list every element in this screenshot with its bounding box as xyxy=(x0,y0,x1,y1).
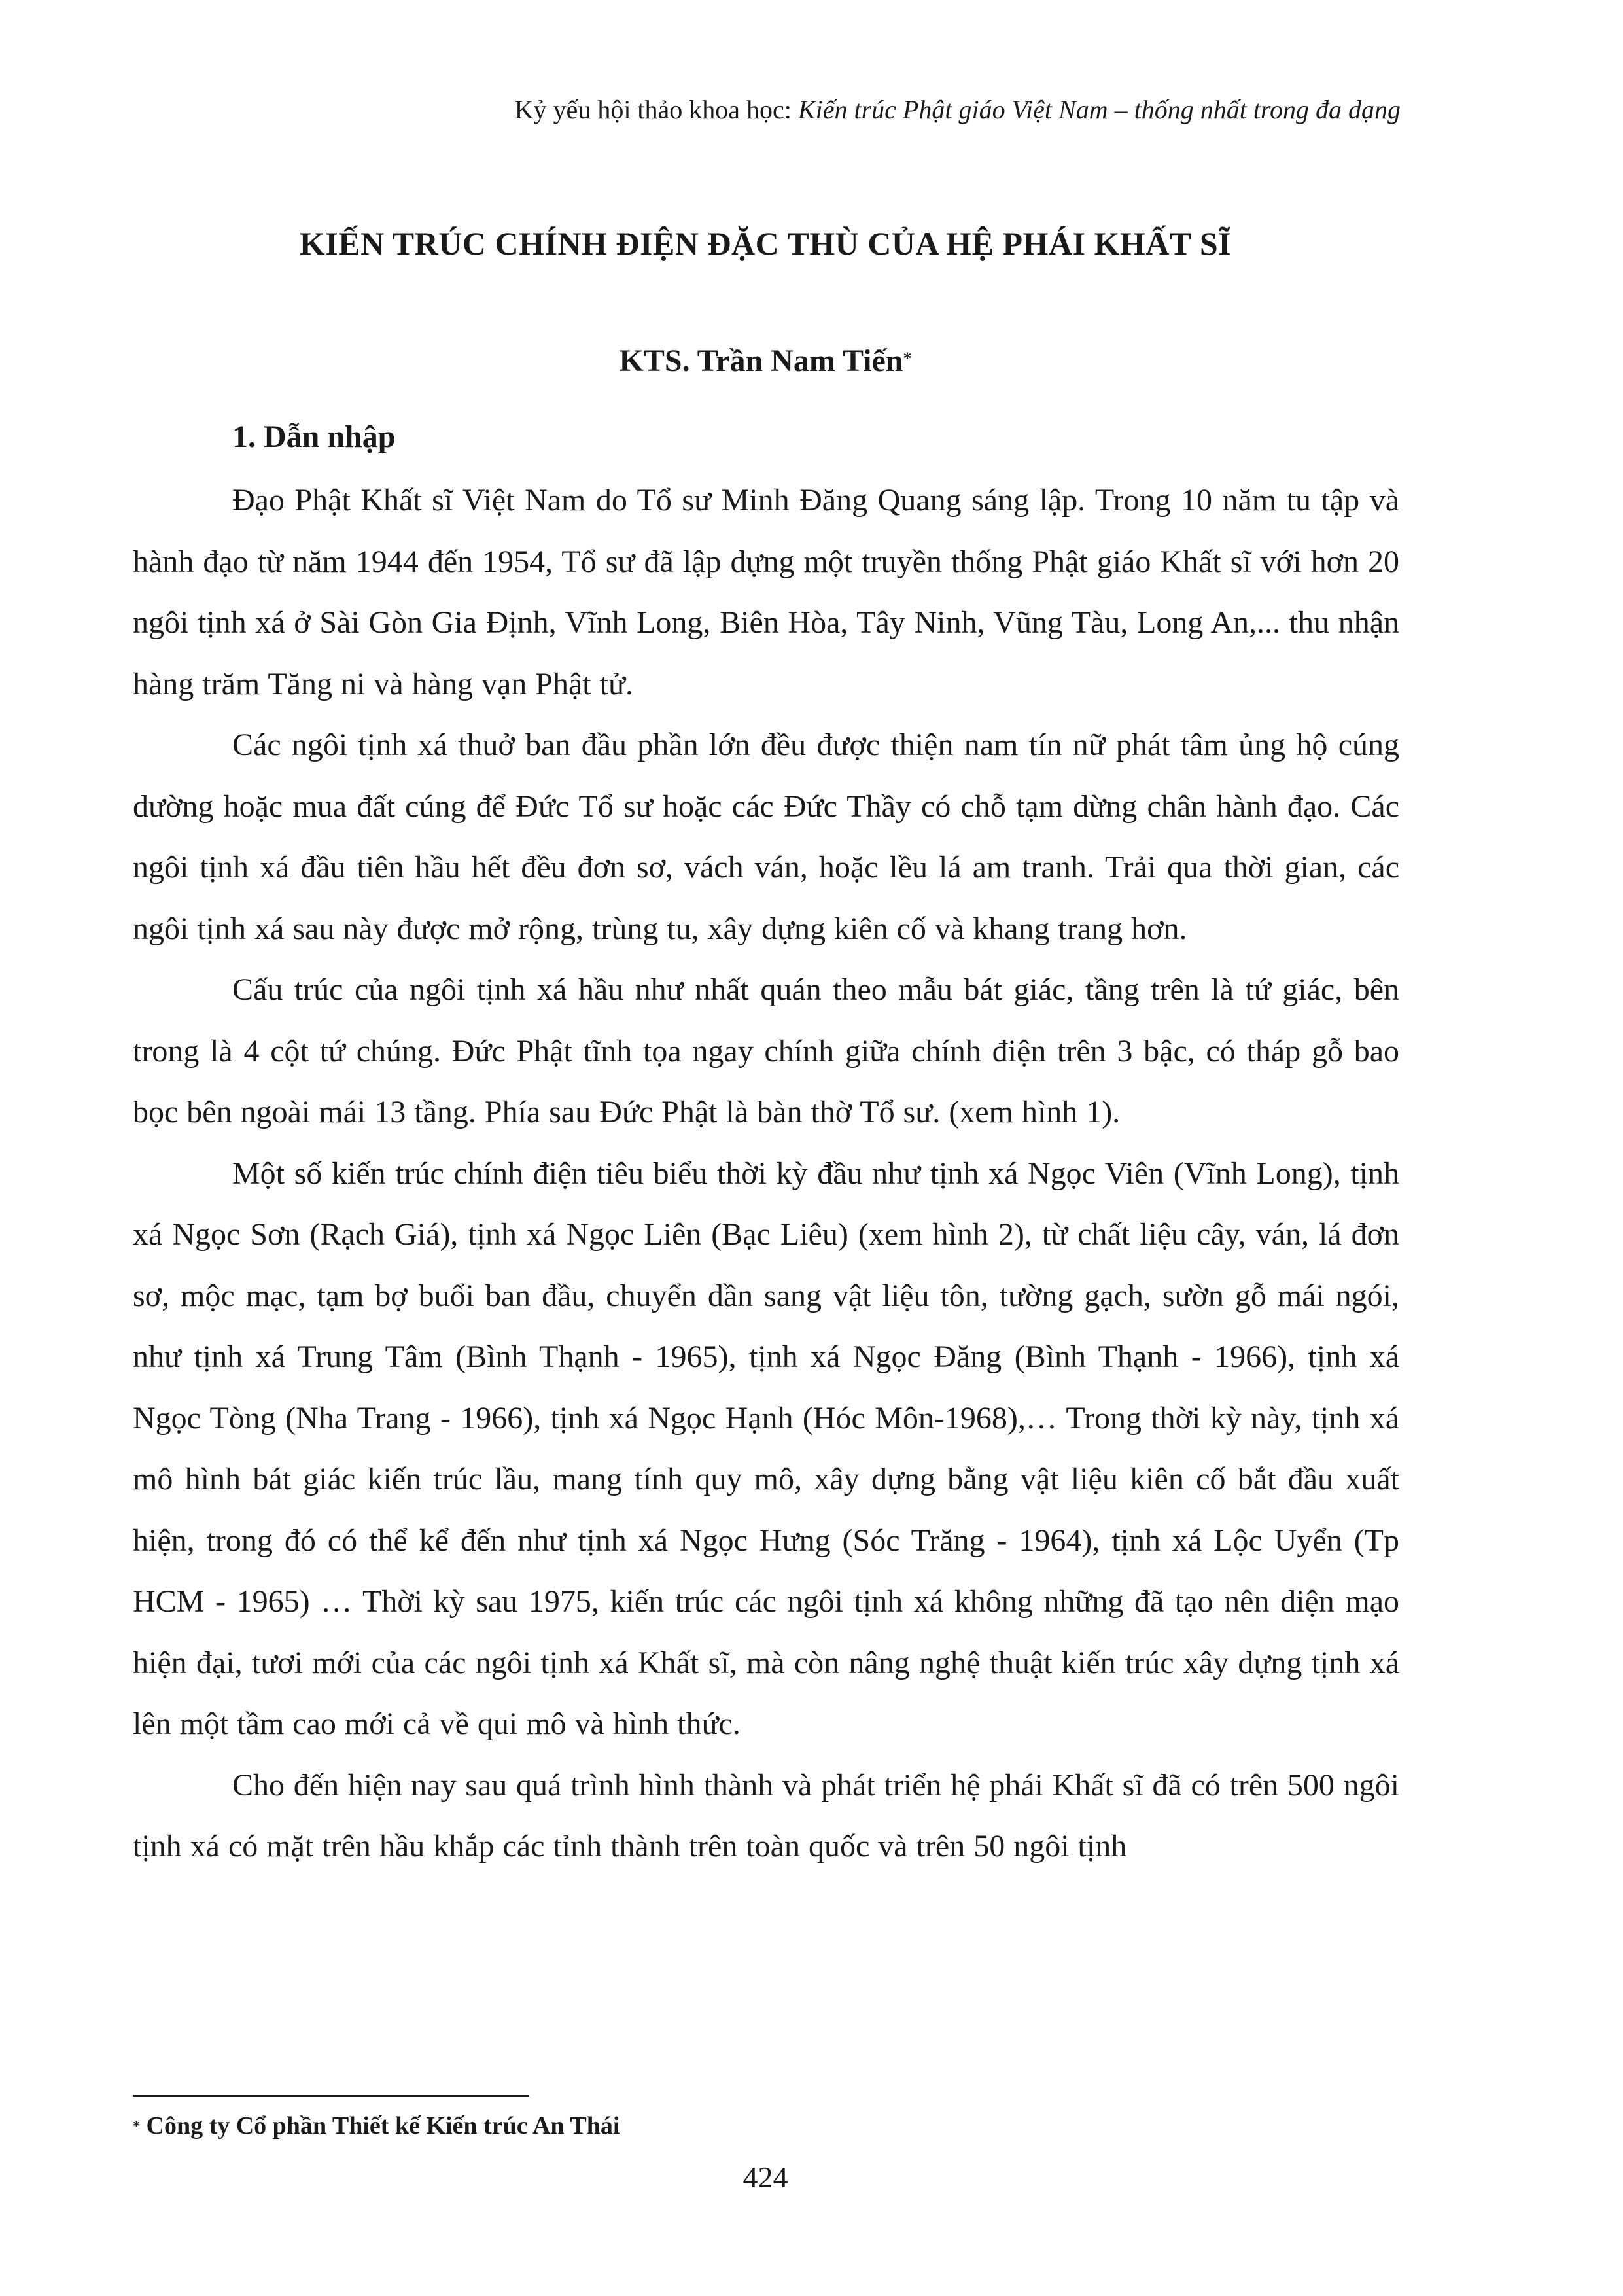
paragraph: Một số kiến trúc chính điện tiêu biểu thời kỳ đầu như tịnh xá Ngọc Viên (Vĩnh Long), tịnh xá Ngọc Sơn (Rạch Giá), tịnh xá Ngọc Liên (Bạc Liêu) (xem hình 2), từ chất liệu cây, ván, lá đơn sơ, mộc mạc, tạm bợ buổi ban đầu, chuyển dần sang vật liệu tôn, tường gạch, sườn gỗ mái ngói, như tịnh xá Trung Tâm (Bình Thạnh - 1965), tịnh xá Ngọc Đăng (Bình Thạnh - 1966), tịnh xá Ngọc Tòng (Nha Trang - 1966), tịnh xá Ngọc Hạnh (Hóc Môn-1968),… Trong thời kỳ này, tịnh xá mô hình bát giác kiến trúc lầu, mang tính quy mô, xây dựng bằng vật liệu kiên cố bắt đầu xuất hiện, trong đó có thể kể đến như tịnh xá Ngọc Hưng (Sóc Trăng - 1964), tịnh xá Lộc Uyển (Tp HCM - 1965) … Thời kỳ sau 1975, kiến trúc các ngôi tịnh xá không những đã tạo nên diện mạo hiện đại, tươi mới của các ngôi tịnh xá Khất sĩ, mà còn nâng nghệ thuật kiến trúc xây dựng tịnh xá lên một tầm cao mới cả về qui mô và hình thức. xyxy=(133,1156,1399,1741)
header-prefix: Kỷ yếu hội thảo khoa học: xyxy=(514,95,798,124)
running-header xyxy=(515,93,1401,127)
paragraph: Cấu trúc của ngôi tịnh xá hầu như nhất quán theo mẫu bát giác, tầng trên là tứ giác, bên trong là 4 cột tứ chúng. Đức Phật tĩnh tọa ngay chính giữa chính điện trên 3 bậc, có tháp gỗ bao bọc bên ngoài mái 13 tầng. Phía sau Đức Phật là bàn thờ Tổ sư. (xem hình 1). xyxy=(133,972,1399,1129)
header-italic-title: Kiến trúc Phật giáo Việt Nam – thống nhất trong đa dạng xyxy=(797,95,1401,124)
body-text xyxy=(133,470,1399,1877)
footnote-divider xyxy=(133,2095,529,2097)
author-line xyxy=(0,340,1531,382)
article-title: KIẾN TRÚC CHÍNH ĐIỆN ĐẶC THÙ CỦA HỆ PHÁI KHẤT SĨ xyxy=(299,225,1232,262)
paragraph: Đạo Phật Khất sĩ Việt Nam do Tổ sư Minh Đăng Quang sáng lập. Trong 10 năm tu tập và hành đạo từ năm 1944 đến 1954, Tổ sư đã lập dựng một truyền thống Phật giáo Khất sĩ với hơn 20 ngôi tịnh xá ở Sài Gòn Gia Định, Vĩnh Long, Biên Hòa, Tây Ninh, Vũng Tàu, Long An,... thu nhận hàng trăm Tăng ni và hàng vạn Phật tử. xyxy=(133,483,1399,701)
footnote xyxy=(133,2110,620,2142)
paragraph: Các ngôi tịnh xá thuở ban đầu phần lớn đều được thiện nam tín nữ phát tâm ủng hộ cúng dường hoặc mua đất cúng để Đức Tổ sư hoặc các Đức Thầy có chỗ tạm dừng chân hành đạo. Các ngôi tịnh xá đầu tiên hầu hết đều đơn sơ, vách ván, hoặc lều lá am tranh. Trải qua thời gian, các ngôi tịnh xá sau này được mở rộng, trùng tu, xây dựng kiên cố và khang trang hơn. xyxy=(133,728,1399,946)
author-footnote-mark[interactable]: * xyxy=(903,349,912,368)
page-number: 424 xyxy=(742,2161,788,2194)
section-heading: 1. Dẫn nhập xyxy=(232,419,396,454)
footnote-text: Công ty Cổ phần Thiết kế Kiến trúc An Thái xyxy=(140,2112,620,2140)
footnote-mark: * xyxy=(133,2117,140,2134)
paragraph: Cho đến hiện nay sau quá trình hình thành và phát triển hệ phái Khất sĩ đã có trên 500 ngôi tịnh xá có mặt trên hầu khắp các tỉnh thành trên toàn quốc và trên 50 ngôi tịnh xyxy=(133,1767,1399,1863)
author-name: KTS. Trần Nam Tiến xyxy=(619,344,903,378)
